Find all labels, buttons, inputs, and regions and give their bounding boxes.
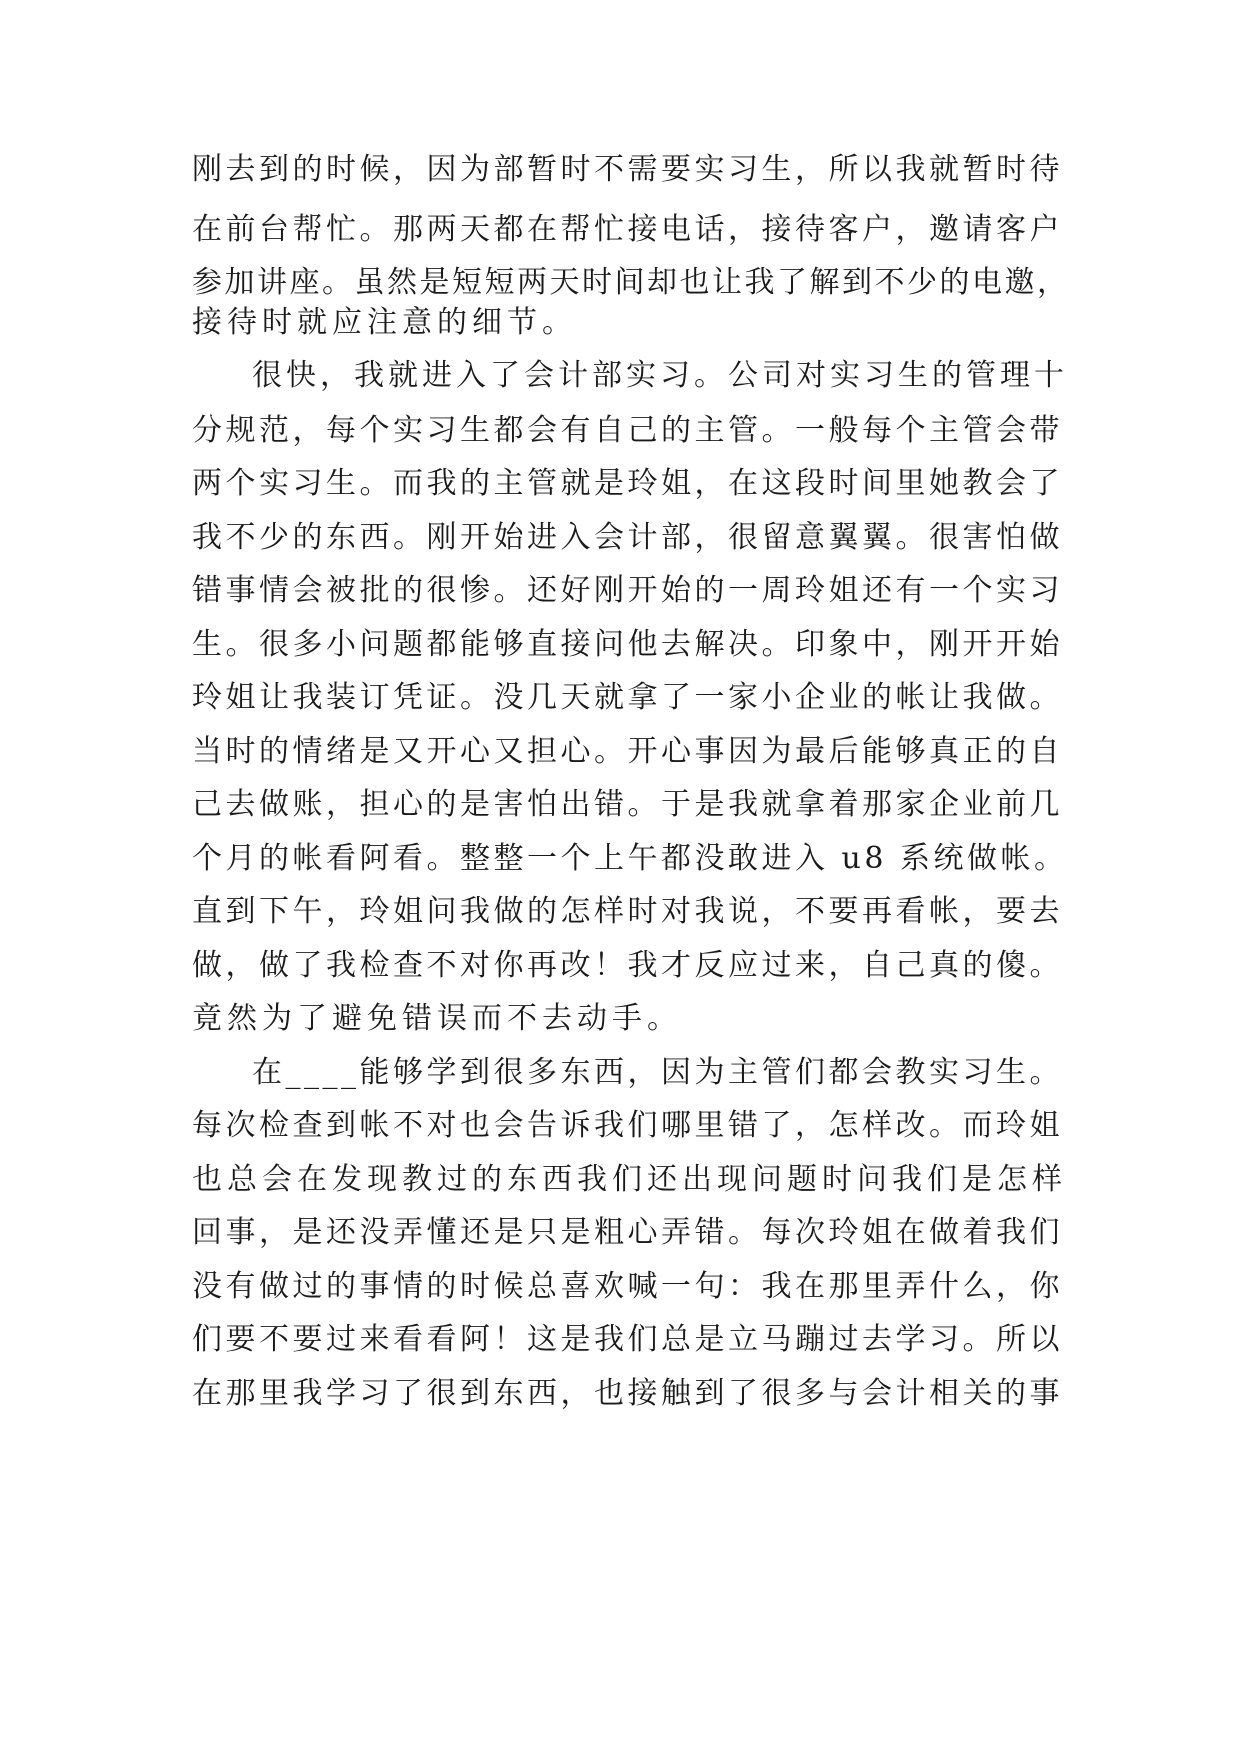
text-line: 己去做账，担心的是害怕出错。于是我就拿着那家企业前几 — [192, 787, 1063, 822]
text-line: 也总会在发现教过的东西我们还出现问题时问我们是怎样 — [192, 1162, 1067, 1197]
paragraph-start-line: 在____能够学到很多东西，因为主管们都会教实习生。 — [252, 1055, 1063, 1090]
text-line: 刚去到的时候，因为部暂时不需要实习生，所以我就暂时待 — [192, 152, 1063, 187]
text-line: 在前台帮忙。那两天都在帮忙接电话，接待客户，邀请客户 — [192, 212, 1063, 247]
text-line: 我不少的东西。刚开始进入会计部，很留意翼翼。很害怕做 — [192, 520, 1063, 555]
text-line: 接待时就应注意的细节。 — [192, 305, 577, 340]
text-line: 个月的帐看阿看。整整一个上午都没敢进入 u8 系统做帐。 — [192, 841, 1068, 876]
text-line: 在那里我学习了很到东西，也接触到了很多与会计相关的事 — [192, 1376, 1063, 1411]
text-line: 没有做过的事情的时候总喜欢喊一句：我在那里弄什么，你 — [192, 1269, 1063, 1304]
text-line: 当时的情绪是又开心又担心。开心事因为最后能够真正的自 — [192, 734, 1063, 769]
text-line: 生。很多小问题都能够直接问他去解决。印象中，刚开开始 — [192, 627, 1063, 662]
text-line: 竟然为了避免错误而不去动手。 — [192, 1001, 682, 1036]
paragraph-start-line: 很快，我就进入了会计部实习。公司对实习生的管理十 — [252, 358, 1068, 393]
text-line: 每次检查到帐不对也会告诉我们哪里错了，怎样改。而玲姐 — [192, 1108, 1063, 1143]
text-line: 回事，是还没弄懂还是只是粗心弄错。每次玲姐在做着我们 — [192, 1215, 1063, 1250]
text-line: 参加讲座。虽然是短短两天时间却也让我了解到不少的电邀， — [192, 265, 1070, 300]
text-line: 直到下午，玲姐问我做的怎样时对我说，不要再看帐，要去 — [192, 894, 1063, 929]
text-line: 错事情会被批的很惨。还好刚开始的一周玲姐还有一个实习 — [192, 573, 1063, 608]
text-line: 们要不要过来看看阿！这是我们总是立马蹦过去学习。所以 — [192, 1322, 1063, 1357]
text-line: 分规范，每个实习生都会有自己的主管。一般每个主管会带 — [192, 413, 1063, 448]
text-line: 做，做了我检查不对你再改！我才反应过来，自己真的傻。 — [192, 948, 1063, 983]
text-line: 玲姐让我装订凭证。没几天就拿了一家小企业的帐让我做。 — [192, 680, 1063, 715]
text-line: 两个实习生。而我的主管就是玲姐，在这段时间里她教会了 — [192, 466, 1063, 501]
